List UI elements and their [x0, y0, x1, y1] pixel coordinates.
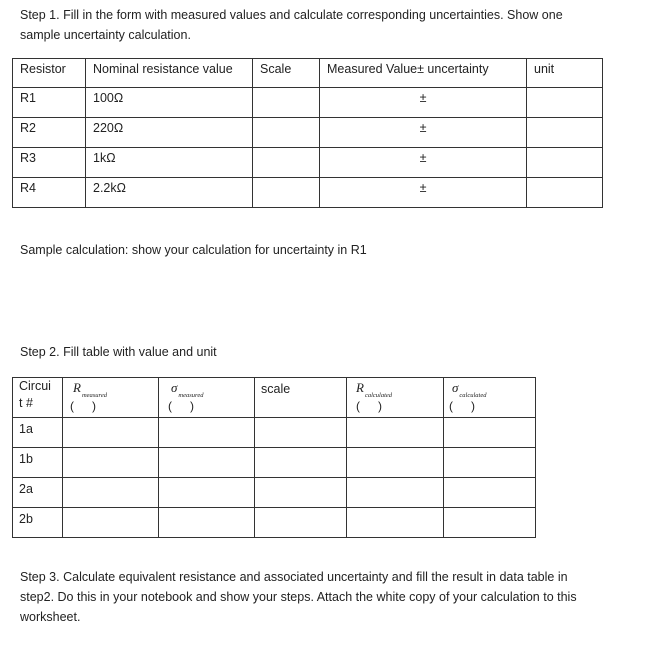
data-cell[interactable]	[347, 508, 444, 538]
step3-line1: Step 3. Calculate equivalent resistance and associated uncertainty and fill the result in data table in	[20, 570, 568, 584]
sample-calc-instruction: Sample calculation: show your calculation for uncertainty in R1	[20, 243, 367, 257]
data-cell[interactable]	[159, 508, 255, 538]
data-cell[interactable]	[63, 508, 159, 538]
unit-cell[interactable]	[527, 88, 603, 118]
header-scale: scale	[255, 378, 347, 418]
header-scale: Scale	[253, 59, 320, 88]
table-header-row	[13, 59, 603, 88]
unit-cell[interactable]	[527, 178, 603, 208]
step3-instruction	[20, 567, 577, 627]
header-r-calculated: $R_{calculated}$ ( )	[347, 378, 444, 418]
step3-line3: worksheet.	[20, 610, 81, 624]
measured-cell[interactable]: ±	[320, 88, 527, 118]
step1-line1: Step 1. Fill in the form with measured values and calculate corresponding uncertainties. Show one	[20, 8, 563, 22]
data-cell[interactable]	[159, 478, 255, 508]
table-row	[13, 148, 603, 178]
nominal-cell: 1kΩ	[86, 148, 253, 178]
data-cell[interactable]	[255, 508, 347, 538]
table-row	[13, 478, 536, 508]
data-cell[interactable]	[347, 478, 444, 508]
data-cell[interactable]	[347, 448, 444, 478]
table-header-row	[13, 378, 536, 418]
header-sigma-measured: $\sigma_{measured}$ ( )	[159, 378, 255, 418]
table-row	[13, 448, 536, 478]
step2-instruction: Step 2. Fill table with value and unit	[20, 345, 217, 359]
circuit-cell: 1b	[13, 448, 63, 478]
step3-line2: step2. Do this in your notebook and show your steps. Attach the white copy of your calculation to this	[20, 590, 577, 604]
data-cell[interactable]	[63, 478, 159, 508]
data-cell[interactable]	[63, 448, 159, 478]
nominal-cell: 220Ω	[86, 118, 253, 148]
data-cell[interactable]	[255, 418, 347, 448]
step1-line2: sample uncertainty calculation.	[20, 28, 191, 42]
resistor-cell: R1	[13, 88, 86, 118]
table-row	[13, 178, 603, 208]
measured-cell[interactable]: ±	[320, 148, 527, 178]
resistor-cell: R2	[13, 118, 86, 148]
circuit-table	[12, 377, 536, 538]
header-circuit: Circui t #	[13, 378, 63, 418]
circuit-cell: 2a	[13, 478, 63, 508]
scale-cell[interactable]	[253, 148, 320, 178]
header-sigma-calculated: $\sigma_{calculated}$ ( )	[444, 378, 536, 418]
circuit-cell: 2b	[13, 508, 63, 538]
data-cell[interactable]	[255, 478, 347, 508]
header-resistor: Resistor	[13, 59, 86, 88]
data-cell[interactable]	[444, 448, 536, 478]
resistor-cell: R4	[13, 178, 86, 208]
circuit-cell: 1a	[13, 418, 63, 448]
data-cell[interactable]	[444, 508, 536, 538]
scale-cell[interactable]	[253, 178, 320, 208]
data-cell[interactable]	[444, 478, 536, 508]
scale-cell[interactable]	[253, 118, 320, 148]
header-r-measured: $R_{measured}$ ( )	[63, 378, 159, 418]
header-measured-value: Measured Value± uncertainty	[320, 59, 527, 88]
header-unit: unit	[527, 59, 603, 88]
unit-cell[interactable]	[527, 118, 603, 148]
scale-cell[interactable]	[253, 88, 320, 118]
data-cell[interactable]	[444, 418, 536, 448]
table-row	[13, 118, 603, 148]
step1-instruction	[20, 5, 563, 45]
data-cell[interactable]	[159, 418, 255, 448]
nominal-cell: 100Ω	[86, 88, 253, 118]
measured-cell[interactable]: ±	[320, 178, 527, 208]
resistor-cell: R3	[13, 148, 86, 178]
header-nominal: Nominal resistance value	[86, 59, 253, 88]
table-row	[13, 508, 536, 538]
data-cell[interactable]	[63, 418, 159, 448]
table-row	[13, 418, 536, 448]
resistor-table	[12, 58, 603, 208]
table-row	[13, 88, 603, 118]
data-cell[interactable]	[347, 418, 444, 448]
nominal-cell: 2.2kΩ	[86, 178, 253, 208]
data-cell[interactable]	[159, 448, 255, 478]
data-cell[interactable]	[255, 448, 347, 478]
measured-cell[interactable]: ±	[320, 118, 527, 148]
unit-cell[interactable]	[527, 148, 603, 178]
